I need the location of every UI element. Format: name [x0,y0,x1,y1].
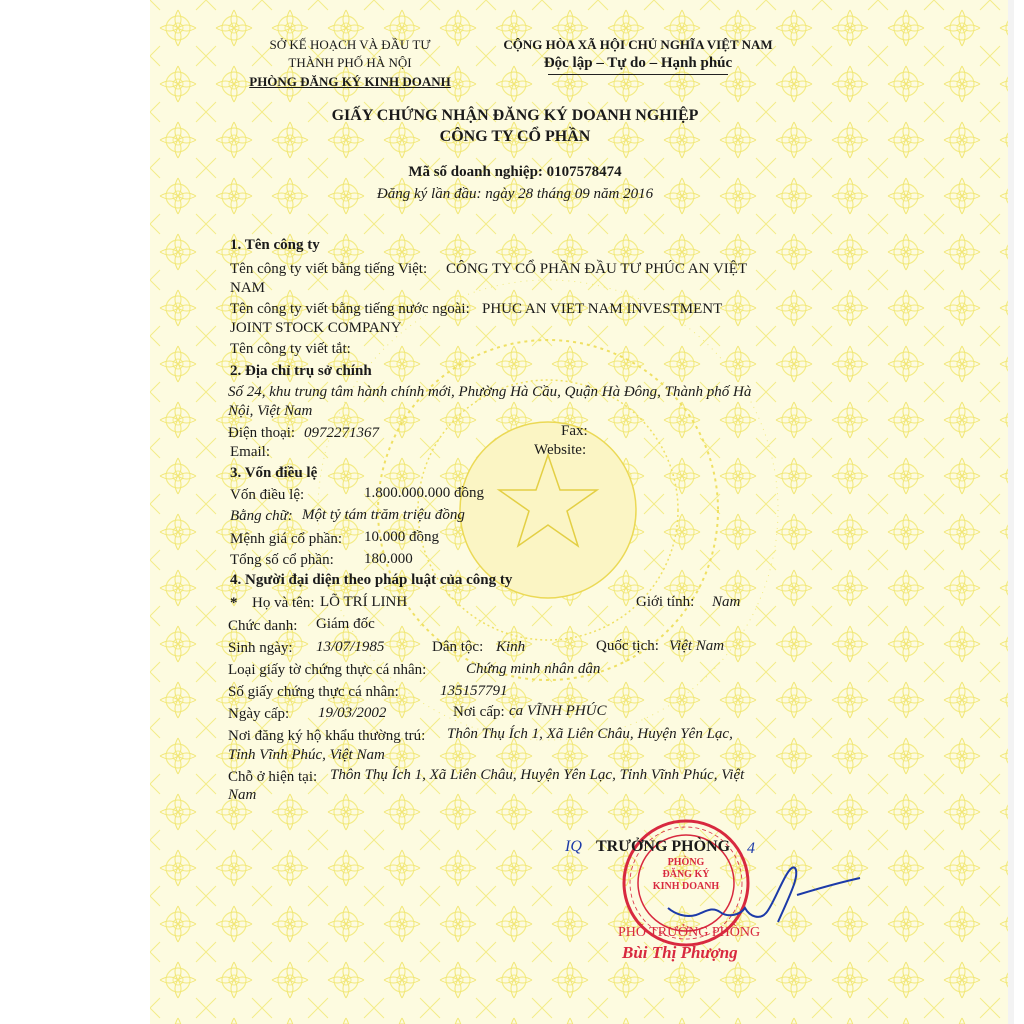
phone-value: 0972271367 [304,425,379,441]
section3-heading: 3. Vốn điều lệ [230,465,318,481]
nationality-label: Quốc tịch: [596,638,659,654]
header-underline [548,74,728,75]
stamp-line-2: ĐĂNG KÝ [662,869,710,880]
vn-name-label: Tên công ty viết bằng tiếng Việt: [230,261,428,277]
foreign-name-value-2: JOINT STOCK COMPANY [230,320,402,336]
current-residence-value-1: Thôn Thụ Ích 1, Xã Liên Châu, Huyện Yên Lạc, Tỉnh Vĩnh Phúc, Việt [330,767,745,783]
certificate-title: GIẤY CHỨNG NHẬN ĐĂNG KÝ DOANH NGHIỆP [331,107,699,124]
header-left-line2: THÀNH PHỐ HÀ NỘI [288,55,412,70]
vn-name-value-1: CÔNG TY CỔ PHẦN ĐẦU TƯ PHÚC AN VIỆT [446,261,748,277]
section2-heading: 2. Địa chỉ trụ sở chính [230,363,372,379]
ethnicity-label: Dân tộc: [432,639,484,655]
permanent-residence-value-1: Thôn Thụ Ích 1, Xã Liên Châu, Huyện Yên Lạc, [447,726,733,742]
ethnicity-value: Kinh [496,639,526,655]
header-left-line1: SỞ KẾ HOẠCH VÀ ĐẦU TƯ [269,37,431,52]
issue-date-label: Ngày cấp: [228,706,290,722]
signatory-position: TRƯỞNG PHÒNG [596,838,731,855]
representative-bullet: * [230,595,238,611]
address-line-2: Nội, Việt Nam [228,403,313,419]
scan-edge [1008,0,1014,1024]
name-value: LÕ TRÍ LINH [320,594,408,610]
par-value-label: Mệnh giá cổ phần: [230,531,343,547]
id-type-value: Chứng minh nhân dân [466,661,601,677]
in-words-value: Một tỷ tám trăm triệu đồng [302,507,465,523]
issue-place-label: Nơi cấp: [453,704,505,720]
fax-label: Fax: [561,423,588,439]
permanent-residence-label: Nơi đăng ký hộ khẩu thường trú: [228,728,426,744]
id-type-label: Loại giấy tờ chứng thực cá nhân: [228,662,427,678]
first-registration-date: Đăng ký lần đầu: ngày 28 tháng 09 năm 2016 [376,186,654,202]
gender-value: Nam [712,594,741,610]
par-value: 10.000 đồng [364,529,439,545]
capital-value: 1.800.000.000 đồng [364,485,484,501]
section4-heading: 4. Người đại diện theo pháp luật của công ty [230,572,513,588]
enterprise-code: Mã số doanh nghiệp: 0107578474 [408,164,622,180]
stamp-line-1: PHÒNG [667,857,705,868]
current-residence-label: Chỗ ở hiện tại: [228,769,318,785]
certificate-subtitle: CÔNG TY CỔ PHẦN [439,128,591,145]
capital-label: Vốn điều lệ: [230,487,305,503]
short-name-label: Tên công ty viết tắt: [230,341,351,357]
in-words-label: Bằng chữ: [230,508,293,524]
id-number-value: 135157791 [440,683,508,699]
current-residence-value-2: Nam [228,787,257,803]
email-label: Email: [230,444,270,460]
section1-heading: 1. Tên công ty [230,237,320,253]
vn-name-value-2: NAM [230,280,266,296]
name-label: Họ và tên: [252,595,315,611]
total-shares-value: 180.000 [364,551,413,567]
handwritten-prefix: IQ [565,838,582,855]
issue-place-value: ca VĨNH PHÚC [509,703,607,719]
handwritten-suffix: 4 [747,840,755,857]
vice-head-title: PHÓ TRƯỞNG PHÒNG [618,925,761,940]
stamp-line-3: KINH DOANH [652,881,720,892]
id-number-label: Số giấy chứng thực cá nhân: [228,684,399,700]
foreign-name-label: Tên công ty viết bằng tiếng nước ngoài: [230,301,470,317]
job-title-value: Giám đốc [316,616,375,632]
foreign-name-value-1: PHUC AN VIET NAM INVESTMENT [482,301,723,317]
header-right-line1: CỘNG HÒA XÃ HỘI CHỦ NGHĨA VIỆT NAM [503,37,773,52]
permanent-residence-value-2: Tỉnh Vĩnh Phúc, Việt Nam [228,747,385,763]
address-line-1: Số 24, khu trung tâm hành chính mới, Phường Hà Cầu, Quận Hà Đông, Thành phố Hà [228,384,752,400]
total-shares-label: Tổng số cổ phần: [230,552,334,568]
header-left-line3: PHÒNG ĐĂNG KÝ KINH DOANH [249,74,451,89]
job-title-label: Chức danh: [228,618,298,634]
header-right-line2: Độc lập – Tự do – Hạnh phúc [543,55,733,71]
gender-label: Giới tính: [636,594,695,610]
website-label: Website: [534,442,587,458]
signer-name: Bùi Thị Phượng [622,943,738,962]
issue-date-value: 19/03/2002 [318,705,387,721]
nationality-value: Việt Nam [669,638,725,654]
phone-label: Điện thoại: [228,425,296,441]
dob-value: 13/07/1985 [316,639,385,655]
dob-label: Sinh ngày: [228,640,293,656]
